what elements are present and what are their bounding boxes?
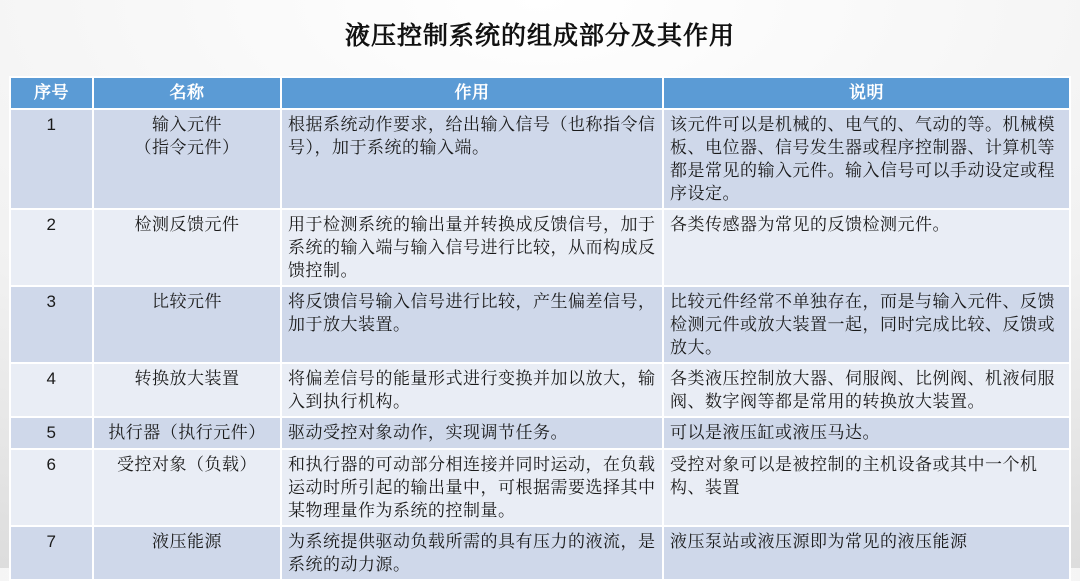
cell-name: 执行器（执行元件） xyxy=(93,417,281,449)
col-header-index: 序号 xyxy=(10,77,93,109)
col-header-name: 名称 xyxy=(93,77,281,109)
table-row xyxy=(10,449,1070,526)
cell-function: 用于检测系统的输出量并转换成反馈信号，加于系统的输入端与输入信号进行比较，从而构成反馈控制。 xyxy=(281,209,663,286)
cell-function: 和执行器的可动部分相连接并同时运动，在负载运动时所引起的输出量中，可根据需要选择其中某物理量作为系统的控制量。 xyxy=(281,449,663,526)
cell-index: 4 xyxy=(10,363,93,417)
header-row xyxy=(10,77,1070,109)
cell-note: 受控对象可以是被控制的主机设备或其中一个机构、装置 xyxy=(663,449,1070,526)
cell-name: 转换放大装置 xyxy=(93,363,281,417)
cell-index: 3 xyxy=(10,286,93,363)
cell-function: 将偏差信号的能量形式进行变换并加以放大，输入到执行机构。 xyxy=(281,363,663,417)
col-header-function: 作用 xyxy=(281,77,663,109)
cell-index: 1 xyxy=(10,109,93,209)
cell-note: 比较元件经常不单独存在，而是与输入元件、反馈检测元件或放大装置一起，同时完成比较、反馈或放大。 xyxy=(663,286,1070,363)
table-row xyxy=(10,363,1070,417)
cell-name: 液压能源 xyxy=(93,526,281,580)
table-row xyxy=(10,286,1070,363)
cell-function: 根据系统动作要求，给出输入信号（也称指令信号），加于系统的输入端。 xyxy=(281,109,663,209)
cell-index: 5 xyxy=(10,417,93,449)
cell-index: 6 xyxy=(10,449,93,526)
slide xyxy=(0,16,1080,574)
cell-function: 为系统提供驱动负载所需的具有压力的液流，是系统的动力源。 xyxy=(281,526,663,580)
cell-note: 可以是液压缸或液压马达。 xyxy=(663,417,1070,449)
cell-name: 检测反馈元件 xyxy=(93,209,281,286)
table-row xyxy=(10,109,1070,209)
cell-name: 受控对象（负载） xyxy=(93,449,281,526)
table-row xyxy=(10,526,1070,580)
components-table xyxy=(9,76,1071,581)
cell-function: 将反馈信号输入信号进行比较，产生偏差信号，加于放大装置。 xyxy=(281,286,663,363)
cell-index: 7 xyxy=(10,526,93,580)
cell-note: 该元件可以是机械的、电气的、气动的等。机械模板、电位器、信号发生器或程序控制器、计算机等都是常见的输入元件。输入信号可以手动设定或程序设定。 xyxy=(663,109,1070,209)
cell-index: 2 xyxy=(10,209,93,286)
table-row xyxy=(10,417,1070,449)
cell-name: 比较元件 xyxy=(93,286,281,363)
cell-note: 各类液压控制放大器、伺服阀、比例阀、机液伺服阀、数字阀等都是常用的转换放大装置。 xyxy=(663,363,1070,417)
page-title: 液压控制系统的组成部分及其作用 xyxy=(344,22,735,50)
cell-note: 各类传感器为常见的反馈检测元件。 xyxy=(663,209,1070,286)
cell-note: 液压泵站或液压源即为常见的液压能源 xyxy=(663,526,1070,580)
table-body xyxy=(10,109,1070,580)
table-row xyxy=(10,209,1070,286)
col-header-note: 说明 xyxy=(663,77,1070,109)
table-header xyxy=(10,77,1070,109)
cell-function: 驱动受控对象动作，实现调节任务。 xyxy=(281,417,663,449)
cell-name: 输入元件 （指令元件） xyxy=(93,109,281,209)
